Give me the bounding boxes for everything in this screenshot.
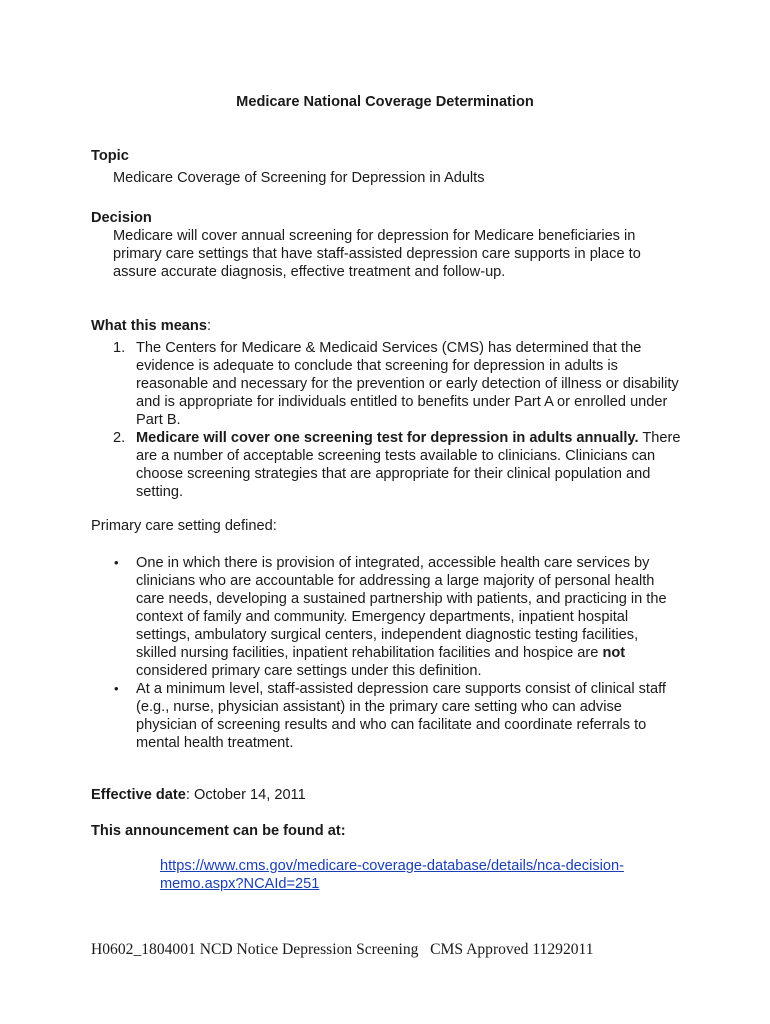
emphasis-not: not <box>602 645 626 661</box>
list-item <box>91 429 681 501</box>
bullet-icon: • <box>114 681 119 696</box>
announcement-link[interactable] <box>160 857 660 893</box>
bullet-icon: • <box>114 555 119 570</box>
list-item-text: One in which there is provision of integrated, accessible health care services by clinicians who are accountable for addressing a large majority of personal health care needs, developing a sustained partnership with patients, and practicing in the context of family and community. Emergency departments, inpatient hospital settings, ambulatory surgical centers, independent diagnostic testing facilities, skilled nursing facilities, inpatient rehabilitation facilities and hospice are <box>136 555 667 661</box>
list-item-text: The Centers for Medicare & Medicaid Services (CMS) has determined that the evidence is adequate to conclude that screening for depression in adults is reasonable and necessary for the prevention or early detection of illness or disability and is appropriate for individuals entitled to benefits under Part A or enrolled under Part B. <box>136 340 679 428</box>
list-item <box>91 680 681 752</box>
decision-heading: Decision <box>91 210 152 226</box>
decision-text: Medicare will cover annual screening for depression for Medicare beneficiaries in primary care settings that have staff-assisted depression care supports in place to assure accurate diagnosis, effective treatment and follow-up. <box>113 228 641 280</box>
list-item-text-continued: considered primary care settings under this definition. <box>136 663 482 679</box>
what-this-means-label: What this means <box>91 318 207 334</box>
topic-heading: Topic <box>91 148 129 164</box>
list-item <box>91 554 681 680</box>
announcement-link-line2[interactable]: memo.aspx?NCAId=251 <box>160 876 320 892</box>
document-title: Medicare National Coverage Determination <box>236 94 534 110</box>
announcement-label: This announcement can be found at: <box>91 823 346 839</box>
list-number: 1. <box>113 340 126 356</box>
what-this-means-colon: : <box>206 318 212 334</box>
primary-care-bullets <box>91 554 681 752</box>
effective-date-value: : October 14, 2011 <box>185 787 306 803</box>
list-item <box>91 339 681 429</box>
effective-date-label: Effective date <box>91 787 186 803</box>
primary-care-label: Primary care setting defined: <box>91 518 277 534</box>
topic-text: Medicare Coverage of Screening for Depression in Adults <box>113 170 485 186</box>
announcement-link-line1[interactable]: https://www.cms.gov/medicare-coverage-database/details/nca-decision- <box>160 858 624 874</box>
effective-date <box>91 786 306 804</box>
what-this-means-list <box>91 339 681 501</box>
list-number: 2. <box>113 430 126 446</box>
what-this-means-heading <box>91 317 211 335</box>
list-item-text: There are a number of acceptable screening tests available to clinicians. Clinicians can choose screening strategies that are appropriate for their clinical population and setting. <box>136 430 681 500</box>
document-footer: H0602_1804001 NCD Notice Depression Screening CMS Approved 11292011 <box>91 941 594 958</box>
list-item-text: At a minimum level, staff-assisted depression care supports consist of clinical staff (e.g., nurse, physician assistant) in the primary care setting who can advise physician of screening results and who can facilitate and coordinate referrals to mental health treatment. <box>136 681 666 751</box>
list-item-bold-text: Medicare will cover one screening test for depression in adults annually. <box>136 430 639 446</box>
